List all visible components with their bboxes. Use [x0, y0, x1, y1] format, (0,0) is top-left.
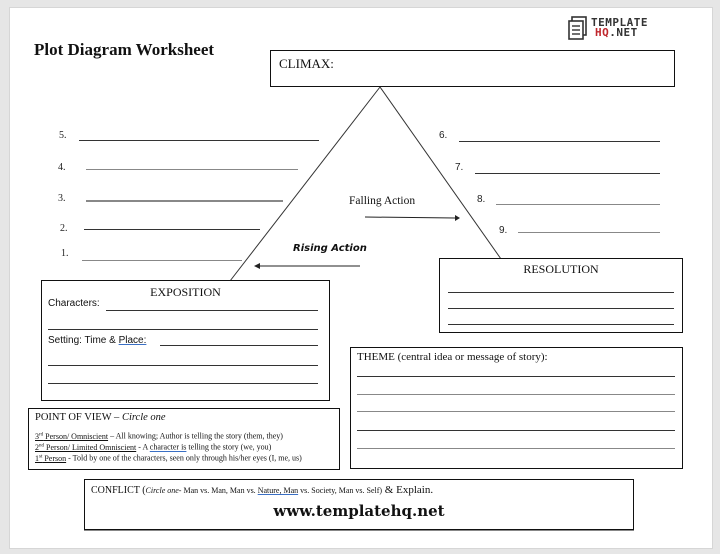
falling-number-9: 9.: [499, 225, 508, 236]
exposition-box: [41, 280, 330, 401]
rising-answer-line-5[interactable]: [79, 140, 319, 141]
theme-line-5[interactable]: [357, 448, 675, 449]
logo-text: TEMPLATE HQ.NET: [591, 16, 648, 39]
theme-title: THEME (central idea or message of story):: [357, 351, 548, 363]
pov-option-second-person[interactable]: 2nd Person/ Limited Omniscient - A character is telling the story (we, you): [35, 442, 272, 452]
pov-option-third-person[interactable]: 3rd Person/ Omniscient – All knowing; Author is telling the story (them, they): [35, 431, 283, 441]
resolution-line-3[interactable]: [448, 324, 674, 325]
rising-number-4: 4.: [58, 162, 66, 173]
falling-action-label: Falling Action: [349, 195, 416, 207]
rising-number-1: 1.: [61, 248, 69, 259]
rising-number-2: 2.: [60, 223, 68, 234]
rising-answer-line-3[interactable]: [86, 200, 283, 202]
point-of-view-title: POINT OF VIEW – Circle one: [35, 412, 166, 423]
resolution-line-2[interactable]: [448, 308, 674, 309]
conflict-box: [84, 479, 634, 530]
rising-answer-line-1[interactable]: [82, 260, 242, 261]
theme-box: [350, 347, 683, 469]
falling-answer-line-8[interactable]: [496, 204, 660, 205]
exposition-title: EXPOSITION: [150, 285, 221, 299]
falling-answer-line-6[interactable]: [459, 141, 660, 142]
resolution-line-1[interactable]: [448, 292, 674, 293]
resolution-title: RESOLUTION: [523, 262, 599, 276]
page-title: Plot Diagram Worksheet: [34, 40, 215, 59]
climax-label: CLIMAX:: [279, 56, 334, 71]
rising-number-3: 3.: [58, 193, 66, 204]
rising-action-label: Rising Action: [293, 243, 367, 254]
conflict-prompt: CONFLICT (Circle one- Man vs. Man, Man vs. Nature, Man vs. Society, Man vs. Self) & Explain.: [91, 484, 434, 496]
setting-line-2[interactable]: [48, 365, 318, 366]
website-watermark: www.templatehq.net: [273, 502, 445, 520]
rising-number-5: 5.: [59, 130, 67, 141]
setting-label: Setting: Time & Place:: [48, 335, 147, 346]
falling-answer-line-7[interactable]: [475, 173, 660, 174]
theme-line-3[interactable]: [357, 411, 675, 412]
theme-line-1[interactable]: [357, 376, 675, 377]
characters-line[interactable]: [106, 310, 318, 311]
setting-line-3[interactable]: [48, 383, 318, 384]
falling-number-6: 6.: [439, 130, 448, 141]
characters-line-2[interactable]: [48, 329, 318, 330]
theme-line-4[interactable]: [357, 430, 675, 431]
theme-line-2[interactable]: [357, 394, 675, 395]
point-of-view-box: [28, 408, 340, 470]
falling-number-7: 7.: [455, 162, 464, 173]
resolution-box: [439, 258, 683, 333]
rising-answer-line-2[interactable]: [84, 229, 260, 230]
setting-line[interactable]: [160, 345, 318, 346]
rising-answer-line-4[interactable]: [86, 169, 298, 170]
characters-label: Characters:: [48, 298, 100, 309]
pov-option-first-person[interactable]: 1st Person - Told by one of the characters, seen only through his/her eyes (I, me, us): [35, 453, 302, 463]
falling-answer-line-9[interactable]: [518, 232, 660, 233]
falling-number-8: 8.: [477, 194, 486, 205]
